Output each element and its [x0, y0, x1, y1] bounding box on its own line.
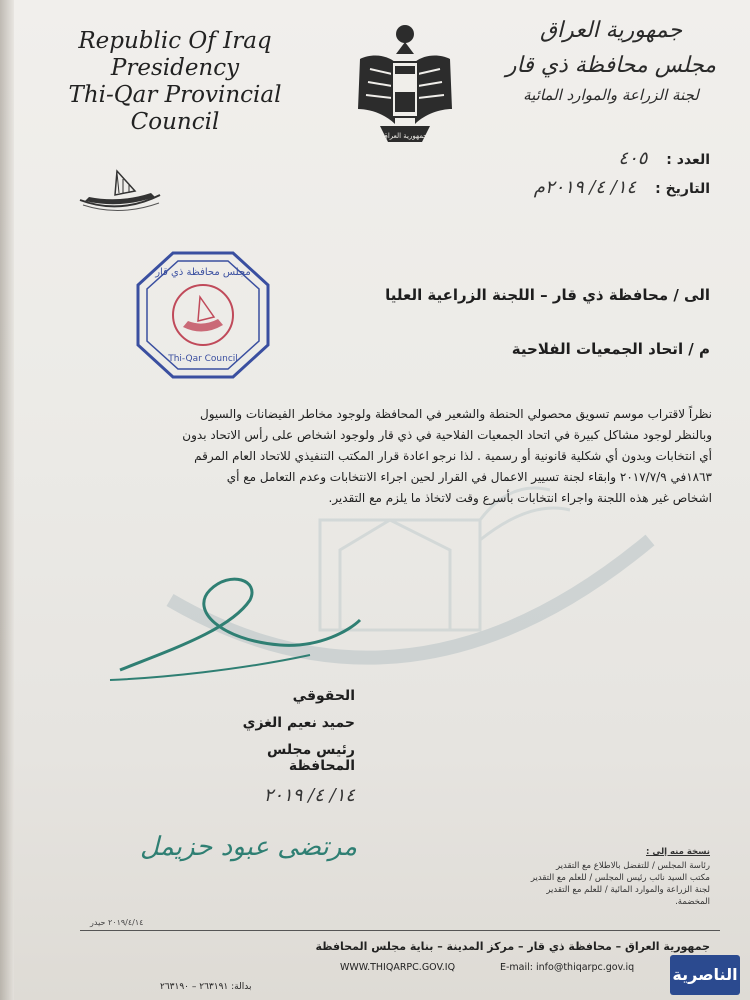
copies-heading: نسخة منه إلى : [646, 847, 710, 857]
english-line-4: Council [130, 109, 220, 135]
date-label: التاريخ : [655, 181, 710, 197]
footer-email-link[interactable]: E-mail: info@thiqarpc.gov.iq [500, 962, 635, 973]
copies-to-list [450, 846, 710, 908]
emblem-banner-text: جمهورية العراق [382, 132, 428, 140]
english-line-3: Thi-Qar Provincial [68, 82, 282, 108]
number-label: العدد : [666, 152, 710, 168]
body-line-2: وبالنظر لوجود مشاكل كبيرة في اتحاد الجمعيات الفلاحية في ذي قار ولوجود اشخاص على رأس الاتحاد بدون [182, 428, 712, 442]
footer-website-link[interactable]: WWW.THIQARPC.GOV.IQ [340, 962, 456, 973]
footer-divider [80, 930, 720, 931]
council-seal-stamp [128, 245, 278, 385]
english-letterhead [50, 28, 300, 136]
english-line-2: Presidency [110, 55, 240, 81]
number-value: ٤٠٥ [618, 148, 648, 169]
council-boat-logo-icon [75, 165, 165, 215]
date-value: ١٤/ ٤/ ٢٠١٩م [533, 177, 637, 198]
body-line-5: اشخاص غير هذه اللجنة واجراء انتخابات بأسرع وقت لاتخاذ ما يلزم مع التقدير. [328, 491, 712, 505]
copy-item: المخضمة. [675, 897, 710, 907]
copy-item: رئاسة المجلس / للتفضل بالاطلاع مع التقدير [555, 861, 710, 871]
handwritten-note: مرتضى عبود حزيمل [140, 832, 358, 862]
reference-block [534, 148, 710, 206]
seal-english-text: Thi-Qar Council [168, 354, 238, 364]
page-shadow [0, 0, 14, 1000]
footer-date-note: ٢٠١٩/٤/١٤ حيدر [90, 918, 144, 927]
handwritten-signature [80, 560, 380, 700]
seal-arabic-text: مجلس محافظة ذي قار [155, 267, 251, 278]
arabic-line-1: جمهورية العراق [539, 18, 683, 43]
arabic-letterhead [496, 18, 726, 104]
arabic-line-2: مجلس محافظة ذي قار [505, 53, 717, 78]
subject-line: م / اتحاد الجمعيات الفلاحية [511, 340, 710, 358]
footer-phones: بدالة: ٢٦٣١٩١ – ٢٦٣١٩٠ [160, 982, 252, 992]
body-line-1: نظراً لاقتراب موسم تسويق محصولي الحنطة والشعير في المحافظة ولوجود مخاطر الفيضانات والسيول [200, 407, 712, 421]
signatory-title: الحقوقي [292, 688, 355, 704]
signature-date: ١٤/ ٤/ ٢٠١٩ [263, 785, 355, 806]
letter-body [107, 404, 712, 509]
iraq-eagle-emblem-icon [350, 14, 460, 164]
signature-block [205, 688, 355, 817]
signatory-name: حميد نعيم الغزي [242, 715, 355, 731]
body-line-3: أي انتخابات وبدون أي شكلية قانونية أو رسمية . لذا نرجو اعادة قرار المكتب التنفيذي للاتحاد العام المرقم [194, 449, 712, 463]
footer-address: جمهورية العراق – محافظة ذي قار – مركز المدينة – بناية مجلس المحافظة [315, 940, 710, 953]
addressee-line-1: الى / محافظة ذي قار – اللجنة الزراعية العليا [385, 286, 710, 304]
nasiriyah-logo: الناصرية [670, 955, 740, 995]
copy-item: لجنة الزراعة والموارد المائية / للعلم مع التقدير [546, 885, 710, 895]
copy-item: مكتب السيد نائب رئيس المجلس / للعلم مع التقدير [530, 873, 710, 883]
signatory-position: رئيس مجلس المحافظة [267, 742, 355, 774]
english-line-1: Republic Of Iraq [78, 28, 272, 54]
body-line-4: ١٨٦٣في ٢٠١٧/٧/٩ وابقاء لجنة تسيير الاعمال في القرار لحين اجراء الانتخابات وعدم التعامل مع أي [226, 470, 712, 484]
arabic-line-3: لجنة الزراعة والموارد المائية [523, 86, 699, 104]
